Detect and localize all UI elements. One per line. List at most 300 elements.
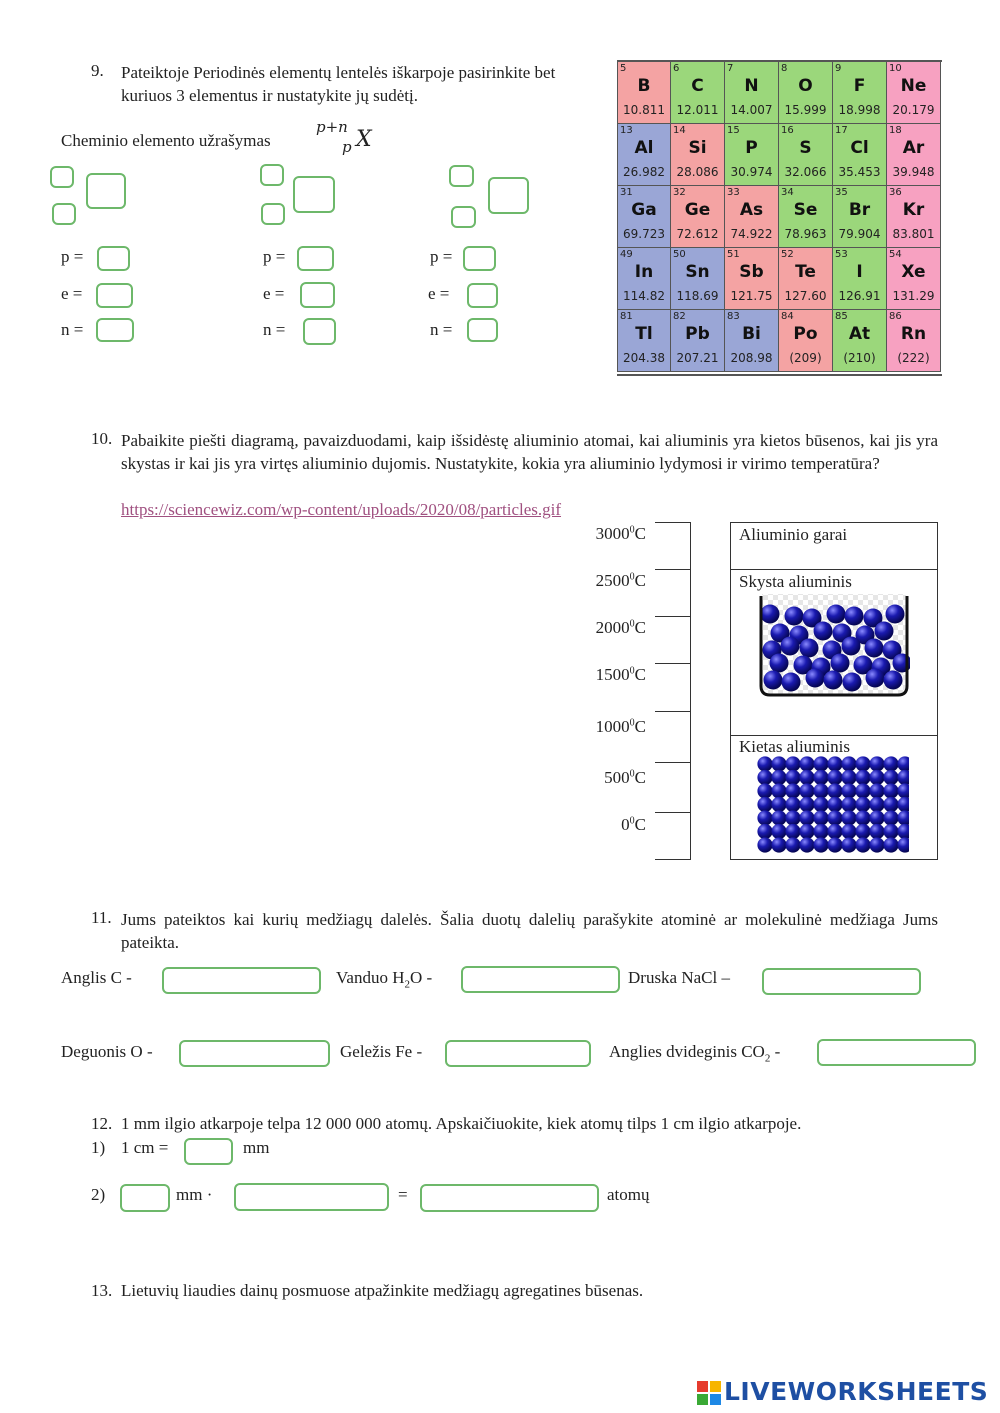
tick <box>655 616 690 617</box>
particle <box>855 756 870 771</box>
particle <box>869 797 884 812</box>
element-symbol: Ar <box>902 138 925 158</box>
p-label-3: p = <box>430 247 453 266</box>
element-cell-tl <box>617 310 671 372</box>
atomic-mass: 118.69 <box>676 289 719 303</box>
e-label-3: e = <box>428 284 450 303</box>
particle <box>841 797 856 812</box>
atomic-number: 7 <box>727 63 734 74</box>
element-cell-bi <box>725 310 779 372</box>
q13-text: Lietuvių liaudies dainų posmuose atpažinkite medžiagų agregatines būsenas. <box>121 1281 644 1300</box>
vanduo-label: Vanduo $H_2O$ - <box>336 968 433 991</box>
element-symbol: At <box>848 324 871 344</box>
element-symbol: O <box>798 76 813 96</box>
atomic-number-input-2[interactable] <box>261 203 285 225</box>
element-symbol: Rn <box>900 324 927 344</box>
element-symbol: Bi <box>742 324 761 344</box>
particle <box>841 810 856 825</box>
deguonis-label: Deguonis O - <box>61 1042 153 1061</box>
particle <box>865 639 884 658</box>
element-cell-br <box>833 186 887 248</box>
particle <box>869 756 884 771</box>
element-cell-in <box>617 248 671 310</box>
q10-number: 10. <box>91 429 113 448</box>
divider <box>731 569 937 570</box>
element-symbol: Kr <box>902 200 925 220</box>
atomic-mass: (210) <box>843 351 876 365</box>
atomic-mass: 14.007 <box>730 103 773 117</box>
step1-label: 1 cm = <box>121 1138 169 1157</box>
particle <box>761 605 780 624</box>
element-symbol: C <box>691 76 704 96</box>
solid-lattice-image <box>757 756 909 853</box>
particle <box>799 770 814 785</box>
atomic-mass: 78.963 <box>784 227 827 241</box>
element-cell-rn <box>887 310 941 372</box>
atomic-number: 82 <box>673 311 686 322</box>
atomic-number: 33 <box>727 187 740 198</box>
particle <box>855 824 870 839</box>
particle <box>827 770 842 785</box>
step2-result-label: atomų <box>607 1185 650 1204</box>
e-label-1: e = <box>61 284 83 303</box>
particle <box>883 824 898 839</box>
element-cell-xe <box>887 248 941 310</box>
atomic-number: 86 <box>889 311 902 322</box>
notation-symbol: X <box>356 127 372 152</box>
particle <box>785 810 800 825</box>
element-symbol: Sn <box>685 262 710 282</box>
particle <box>842 637 861 656</box>
mm-input[interactable] <box>120 1184 170 1212</box>
particle <box>869 770 884 785</box>
particles-link[interactable]: https://sciencewiz.com/wp-content/uploads/2020/08/particles.gif <box>121 500 562 519</box>
element-cell-kr <box>887 186 941 248</box>
particle <box>883 770 898 785</box>
particle <box>883 810 898 825</box>
atomic-mass: 15.999 <box>784 103 827 117</box>
element-cell-i <box>833 248 887 310</box>
logo-square <box>697 1381 708 1392</box>
particle <box>841 783 856 798</box>
element-symbol: Sb <box>739 262 764 282</box>
mass-number-input-2[interactable] <box>260 164 284 186</box>
particle <box>757 770 772 785</box>
element-symbol: S <box>799 138 812 158</box>
temperature-axis <box>690 522 691 860</box>
particle <box>897 756 909 771</box>
particle <box>824 671 843 690</box>
atomic-number: 85 <box>835 311 848 322</box>
element-cell-se <box>779 186 833 248</box>
atomic-number: 13 <box>620 125 633 136</box>
element-cell-sn <box>671 248 725 310</box>
particle <box>883 837 898 852</box>
element-symbol: Ge <box>684 200 711 220</box>
particle <box>866 669 885 688</box>
atomic-mass: 208.98 <box>730 351 773 365</box>
element-symbol: Si <box>688 138 707 158</box>
particle <box>855 783 870 798</box>
particle <box>897 837 909 852</box>
atomic-mass: 83.801 <box>892 227 935 241</box>
atomic-number: 81 <box>620 311 633 322</box>
tick <box>655 711 690 712</box>
particle <box>785 797 800 812</box>
atomic-number: 10 <box>889 63 902 74</box>
co2-input[interactable] <box>817 1039 976 1066</box>
n-input-2[interactable] <box>303 318 336 345</box>
druska-label: Druska NaCl – <box>628 968 730 987</box>
anglis-label: Anglis C - <box>61 968 132 987</box>
gelezis-label: Geležis Fe - <box>340 1042 423 1061</box>
atomic-number: 18 <box>889 125 902 136</box>
element-symbol: N <box>744 76 759 96</box>
atomic-number: 6 <box>673 63 680 74</box>
tick <box>655 859 690 860</box>
element-symbol: Xe <box>901 262 926 282</box>
tick <box>655 569 690 570</box>
element-cell-te <box>779 248 833 310</box>
atomic-number: 36 <box>889 187 902 198</box>
particle <box>799 810 814 825</box>
element-symbol: B <box>637 76 651 96</box>
atomic-number-input-1[interactable] <box>52 203 76 225</box>
element-cell-n <box>725 62 779 124</box>
q9-text: Pateiktoje Periodinės elementų lentelės iškarpoje pasirinkite bet kuriuos 3 elementus ir nustatykite jų sudėtį. <box>121 63 556 105</box>
atomic-mass: 18.998 <box>838 103 881 117</box>
atomic-mass: 69.723 <box>623 227 665 241</box>
deguonis-input[interactable] <box>179 1040 330 1067</box>
q10-text: Pabaikite piešti diagramą, pavaizduodami, kaip išsidėstę aliuminio atomai, kai aliuminis yra kietos būsenos, kai jis yra skystas ir kai jis yra virtęs aliuminio dujomis. Nustatykite, kokia yra aliuminio lydymosi ir virimo temperatūra? <box>121 431 938 473</box>
atomic-number: 32 <box>673 187 686 198</box>
liquid-label: Skysta aliuminis <box>739 572 852 591</box>
element-symbol: Al <box>634 138 654 158</box>
atomic-number: 14 <box>673 125 686 136</box>
divider <box>731 735 937 736</box>
tick <box>655 762 690 763</box>
e-input-2[interactable] <box>300 282 335 308</box>
logo-square <box>710 1381 721 1392</box>
particle <box>799 783 814 798</box>
q12-number: 12. <box>91 1114 113 1133</box>
particle <box>869 824 884 839</box>
tick <box>655 812 690 813</box>
atomic-number: 51 <box>727 249 740 260</box>
vanduo-input[interactable] <box>461 966 620 993</box>
step1-unit: mm <box>243 1138 270 1157</box>
e-label-2: e = <box>263 284 285 303</box>
n-label-2: n = <box>263 320 286 339</box>
atomic-mass: 72.612 <box>676 227 719 241</box>
n-label-3: n = <box>430 320 453 339</box>
particle <box>883 756 898 771</box>
particle <box>771 797 786 812</box>
atomic-mass: 35.453 <box>838 165 881 179</box>
element-cell-at <box>833 310 887 372</box>
particle <box>771 783 786 798</box>
p-input-3[interactable] <box>463 246 496 271</box>
particle <box>827 824 842 839</box>
step2-unit: mm · <box>176 1185 213 1204</box>
particle <box>875 622 894 641</box>
liquid-beaker-image <box>758 590 910 698</box>
particle <box>855 770 870 785</box>
temp-label-1000: 1000$^0$C <box>595 717 646 736</box>
atomic-number: 34 <box>781 187 794 198</box>
q11-text: Jums pateiktos kai kurių medžiagų dalelės. Šalia duotų dalelių parašykite atominė ar molekulinė medžiaga Jums pateikta. <box>121 910 938 952</box>
cm-to-mm-input[interactable] <box>184 1138 233 1165</box>
element-cell-ne <box>887 62 941 124</box>
particle <box>883 783 898 798</box>
atomic-mass: 121.75 <box>730 289 773 303</box>
particle <box>886 605 905 624</box>
particle <box>897 797 909 812</box>
element-symbol: Pb <box>685 324 710 344</box>
particle <box>799 756 814 771</box>
q12-text: 1 mm ilgio atkarpoje telpa 12 000 000 atomų. Apskaičiuokite, kiek atomų tilps 1 cm ilgio atkarpoje. <box>121 1114 802 1133</box>
element-symbol: Po <box>793 324 818 344</box>
notation-label: Cheminio elemento užrašymas <box>61 131 271 150</box>
element-symbol: Br <box>848 200 871 220</box>
particle <box>813 770 828 785</box>
atomic-mass: 10.811 <box>623 103 665 117</box>
atomic-number: 83 <box>727 311 740 322</box>
particle <box>845 607 864 626</box>
liveworksheets-brand: LIVEWORKSHEETS <box>724 1377 989 1406</box>
atomic-mass: 204.38 <box>623 351 665 365</box>
symbol-input-1[interactable] <box>86 173 126 209</box>
particle <box>841 837 856 852</box>
particle <box>757 783 772 798</box>
atomic-mass: 32.066 <box>784 165 827 179</box>
particle <box>770 654 789 673</box>
particle <box>806 669 825 688</box>
particle <box>841 824 856 839</box>
particle <box>855 837 870 852</box>
atomic-mass: 114.82 <box>623 289 665 303</box>
e-input-1[interactable] <box>96 283 133 308</box>
particle <box>771 824 786 839</box>
particle <box>799 824 814 839</box>
atomic-number: 50 <box>673 249 686 260</box>
atomic-number: 49 <box>620 249 633 260</box>
particle <box>869 810 884 825</box>
co2-label: Anglies dvideginis $CO_2$ - <box>609 1042 781 1065</box>
particle <box>757 797 772 812</box>
element-cell-cl <box>833 124 887 186</box>
atomic-number: 15 <box>727 125 740 136</box>
element-symbol: As <box>739 200 764 220</box>
particle <box>855 797 870 812</box>
q11-number: 11. <box>91 908 112 927</box>
particle <box>827 783 842 798</box>
atomic-number: 52 <box>781 249 794 260</box>
equals-sign: = <box>398 1185 408 1204</box>
element-cell-si <box>671 124 725 186</box>
q9-number: 9. <box>91 61 104 80</box>
symbol-input-3[interactable] <box>488 177 529 214</box>
particle <box>827 810 842 825</box>
particle <box>827 837 842 852</box>
element-symbol: I <box>856 262 863 282</box>
element-symbol: Se <box>793 200 818 220</box>
atomic-mass: (209) <box>789 351 822 365</box>
element-symbol: Ne <box>900 76 927 96</box>
element-cell-f <box>833 62 887 124</box>
element-cell-ge <box>671 186 725 248</box>
element-cell-p <box>725 124 779 186</box>
particle <box>813 810 828 825</box>
p-label-1: p = <box>61 247 84 266</box>
gelezis-input[interactable] <box>445 1040 591 1067</box>
step1-number: 1) <box>91 1138 106 1157</box>
particle <box>827 756 842 771</box>
element-cell-c <box>671 62 725 124</box>
element-cell-s <box>779 124 833 186</box>
temp-label-500: $500^0C$ <box>604 768 646 787</box>
particle <box>757 837 772 852</box>
particle <box>771 770 786 785</box>
solid-label: Kietas aliuminis <box>739 737 850 756</box>
temp-label-1500: 1500$^0$C <box>595 665 646 684</box>
temp-label-2000: 2000$^0$C <box>595 618 646 637</box>
temp-label-2500: 2500$^0$C <box>595 571 646 590</box>
atomic-mass: 28.086 <box>676 165 719 179</box>
element-symbol: Te <box>795 262 816 282</box>
n-label-1: n = <box>61 320 84 339</box>
particle <box>771 810 786 825</box>
atomic-mass: 20.179 <box>892 103 935 117</box>
particle <box>799 797 814 812</box>
particle <box>800 639 819 658</box>
particle <box>757 810 772 825</box>
element-cell-pb <box>671 310 725 372</box>
particle <box>785 837 800 852</box>
particle <box>897 824 909 839</box>
n-input-1[interactable] <box>96 318 134 342</box>
q13-number: 13. <box>91 1281 113 1300</box>
result-input[interactable] <box>420 1184 599 1212</box>
particle <box>827 797 842 812</box>
particle <box>813 797 828 812</box>
atomic-number: 9 <box>835 63 842 74</box>
particle <box>897 770 909 785</box>
particle <box>841 770 856 785</box>
atomic-mass: 79.904 <box>838 227 881 241</box>
atomic-mass: 131.29 <box>892 289 935 303</box>
p-label-2: p = <box>263 247 286 266</box>
atomic-number: 53 <box>835 249 848 260</box>
tick <box>655 663 690 664</box>
symbol-input-2[interactable] <box>293 176 335 213</box>
atomic-number: 8 <box>781 63 788 74</box>
particle <box>855 810 870 825</box>
particle <box>785 770 800 785</box>
particle <box>813 837 828 852</box>
temp-label-0: $0^0C$ <box>621 815 646 834</box>
step2-number: 2) <box>91 1185 106 1204</box>
particle <box>813 824 828 839</box>
particle <box>831 654 850 673</box>
particle <box>785 783 800 798</box>
particle <box>771 837 786 852</box>
druska-input[interactable] <box>762 968 921 995</box>
element-cell-ga <box>617 186 671 248</box>
atomic-number-input-3[interactable] <box>451 206 476 228</box>
particle <box>827 605 846 624</box>
particle <box>897 810 909 825</box>
solid-particles <box>757 756 909 852</box>
mass-number-input-3[interactable] <box>449 165 474 187</box>
atoms-per-mm-input[interactable] <box>234 1183 389 1211</box>
logo-square <box>697 1394 708 1405</box>
atomic-number: 17 <box>835 125 848 136</box>
element-cell-al <box>617 124 671 186</box>
particle <box>799 837 814 852</box>
temp-label-3000: 3000$^0$C <box>595 524 646 543</box>
particle <box>771 756 786 771</box>
element-cell-po <box>779 310 833 372</box>
element-cell-o <box>779 62 833 124</box>
p-input-2[interactable] <box>297 246 334 271</box>
atomic-mass: 26.982 <box>623 165 665 179</box>
element-symbol: In <box>634 262 654 282</box>
n-input-3[interactable] <box>467 318 498 342</box>
atomic-number: 16 <box>781 125 794 136</box>
element-symbol: P <box>745 138 758 158</box>
e-input-3[interactable] <box>467 283 498 308</box>
mass-number-input-1[interactable] <box>50 166 74 188</box>
particle <box>813 756 828 771</box>
element-symbol: Ga <box>631 200 657 220</box>
element-cell-ar <box>887 124 941 186</box>
particle <box>814 622 833 641</box>
particle <box>843 673 862 692</box>
element-cell-as <box>725 186 779 248</box>
element-cell-b <box>617 62 671 124</box>
atomic-number: 5 <box>620 63 627 74</box>
particle <box>869 837 884 852</box>
particle <box>782 673 801 692</box>
particle <box>781 637 800 656</box>
atomic-mass: 126.91 <box>838 289 881 303</box>
anglis-input[interactable] <box>162 967 321 994</box>
particle <box>841 756 856 771</box>
element-symbol: Tl <box>635 324 653 344</box>
liveworksheets-logo-icon <box>697 1381 721 1405</box>
particle <box>764 671 783 690</box>
particle <box>869 783 884 798</box>
atomic-number: 54 <box>889 249 902 260</box>
atomic-number: 84 <box>781 311 794 322</box>
gas-label: Aliuminio garai <box>739 525 848 544</box>
atomic-mass: 74.922 <box>730 227 773 241</box>
atomic-mass: 207.21 <box>676 351 719 365</box>
notation-top: p+n <box>316 118 348 136</box>
particle <box>813 783 828 798</box>
tick <box>655 522 690 523</box>
particle <box>757 756 772 771</box>
atomic-number: 31 <box>620 187 633 198</box>
p-input-1[interactable] <box>97 246 130 271</box>
atomic-mass: (222) <box>897 351 930 365</box>
atomic-number: 35 <box>835 187 848 198</box>
atomic-mass: 39.948 <box>892 165 935 179</box>
element-symbol: Cl <box>850 138 869 158</box>
particle <box>884 671 903 690</box>
particle <box>883 797 898 812</box>
